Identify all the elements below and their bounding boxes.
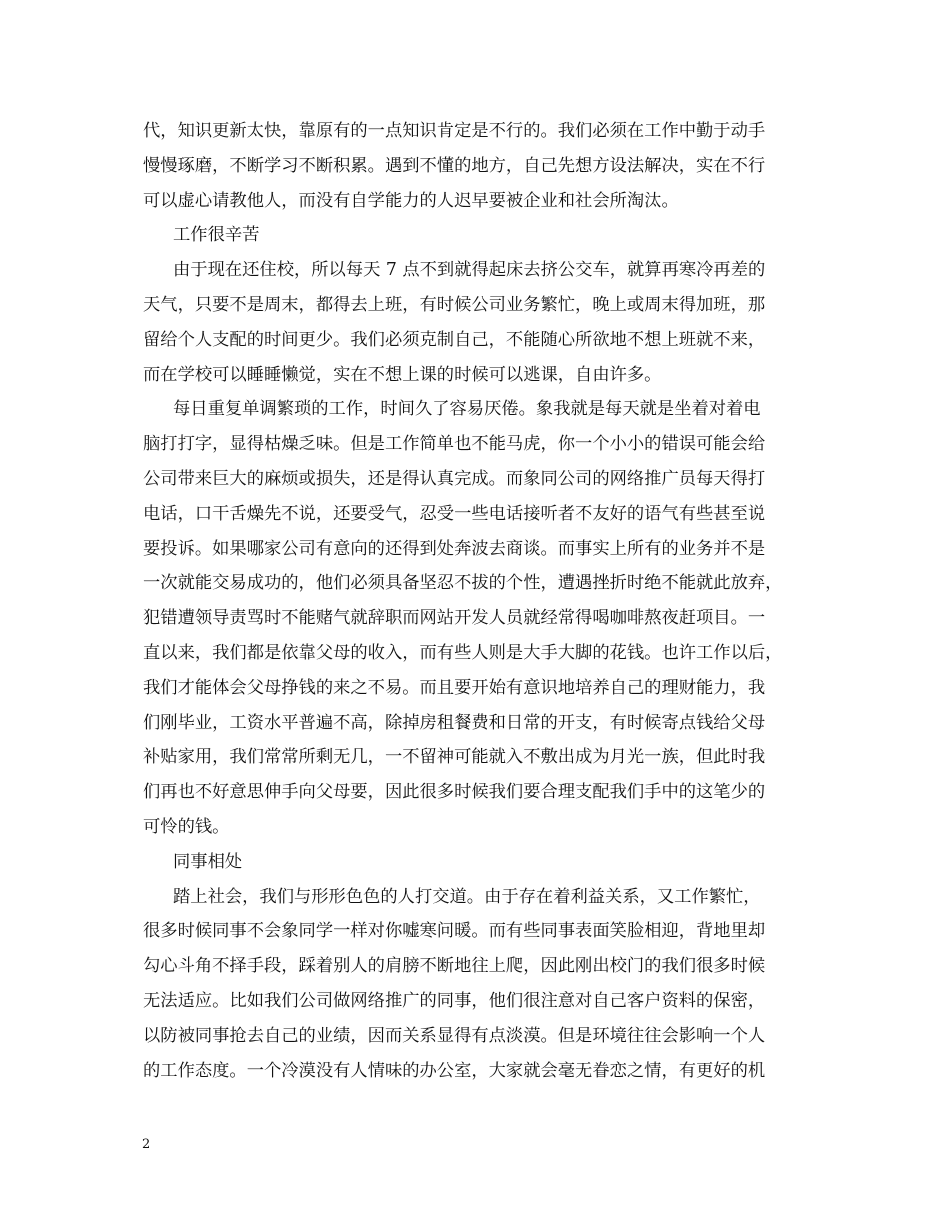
text-line: 可以虚心请教他人，而没有自学能力的人迟早要被企业和社会所淘汰。 [143, 190, 679, 211]
text-line: 的工作态度。一个冷漠没有人情味的办公室，大家就会毫无眷恋之情，有更好的机 [143, 1060, 766, 1081]
text-line: 而在学校可以睡睡懒觉，实在不想上课的时候可以逃课，自由许多。 [143, 364, 662, 385]
text-line: 一次就能交易成功的，他们必须具备坚忍不拔的个性，遭遇挫折时绝不能就此放弃， [143, 573, 783, 594]
text-line: 勾心斗角不择手段，踩着别人的肩膀不断地往上爬，因此刚出校门的我们很多时候 [143, 956, 766, 977]
text-line: 很多时候同事不会象同学一样对你嘘寒问暖。而有些同事表面笑脸相迎，背地里却 [143, 921, 766, 942]
text-line: 代，知识更新太快，靠原有的一点知识肯定是不行的。我们必须在工作中勤于动手 [143, 121, 766, 141]
text-line: 们再也不好意思伸手向父母要，因此很多时候我们要合理支配我们手中的这笔少的 [143, 782, 766, 803]
text-line: 电话，口干舌燥先不说，还要受气，忍受一些电话接听者不友好的语气有些甚至说 [143, 503, 766, 524]
text-line: 补贴家用，我们常常所剩无几，一不留神可能就入不敷出成为月光一族，但此时我 [143, 747, 766, 768]
text-line: 同事相处 [173, 851, 243, 872]
text-line: 可怜的钱。 [143, 816, 230, 837]
text-line: 慢慢琢磨，不断学习不断积累。遇到不懂的地方，自己先想方设法解决，实在不行 [143, 155, 766, 176]
text-line: 以防被同事抢去自己的业绩，因而关系显得有点淡漠。但是环境往往会影响一个人 [143, 1025, 766, 1046]
text-line: 我们才能体会父母挣钱的来之不易。而且要开始有意识地培养自己的理财能力，我 [143, 677, 766, 698]
text-line: 要投诉。如果哪家公司有意向的还得到处奔波去商谈。而事实上所有的业务并不是 [143, 538, 766, 559]
text-line: 留给个人支配的时间更少。我们必须克制自己，不能随心所欲地不想上班就不来， [143, 329, 766, 350]
text-line: 踏上社会，我们与形形色色的人打交道。由于存在着利益关系，又工作繁忙， [173, 886, 761, 907]
text-line: 脑打打字，显得枯燥乏味。但是工作简单也不能马虎，你一个小小的错误可能会给 [143, 434, 766, 455]
text-line: 犯错遭领导责骂时不能赌气就辞职而网站开发人员就经常得喝咖啡熬夜赶项目。一 [143, 608, 766, 629]
text-line: 天气，只要不是周末，都得去上班，有时候公司业务繁忙，晚上或周末得加班，那 [143, 294, 766, 315]
page-number: 2 [142, 1137, 151, 1152]
text-line: 每日重复单调繁琐的工作，时间久了容易厌倦。象我就是每天就是坐着对着电 [173, 399, 761, 420]
text-line: 们刚毕业，工资水平普遍不高，除掉房租餐费和日常的开支，有时候寄点钱给父母 [143, 712, 766, 733]
text-line: 由于现在还住校，所以每天 7 点不到就得起床去挤公交车，就算再寒冷再差的 [173, 260, 766, 281]
text-line: 公司带来巨大的麻烦或损失，还是得认真完成。而象同公司的网络推广员每天得打 [143, 468, 766, 489]
text-line: 直以来，我们都是依靠父母的收入，而有些人则是大手大脚的花钱。也许工作以后， [143, 642, 783, 663]
body-text [143, 114, 823, 1088]
text-line: 工作很辛苦 [173, 225, 260, 246]
text-line: 无法适应。比如我们公司做网络推广的同事，他们很注意对自己客户资料的保密， [143, 990, 766, 1011]
